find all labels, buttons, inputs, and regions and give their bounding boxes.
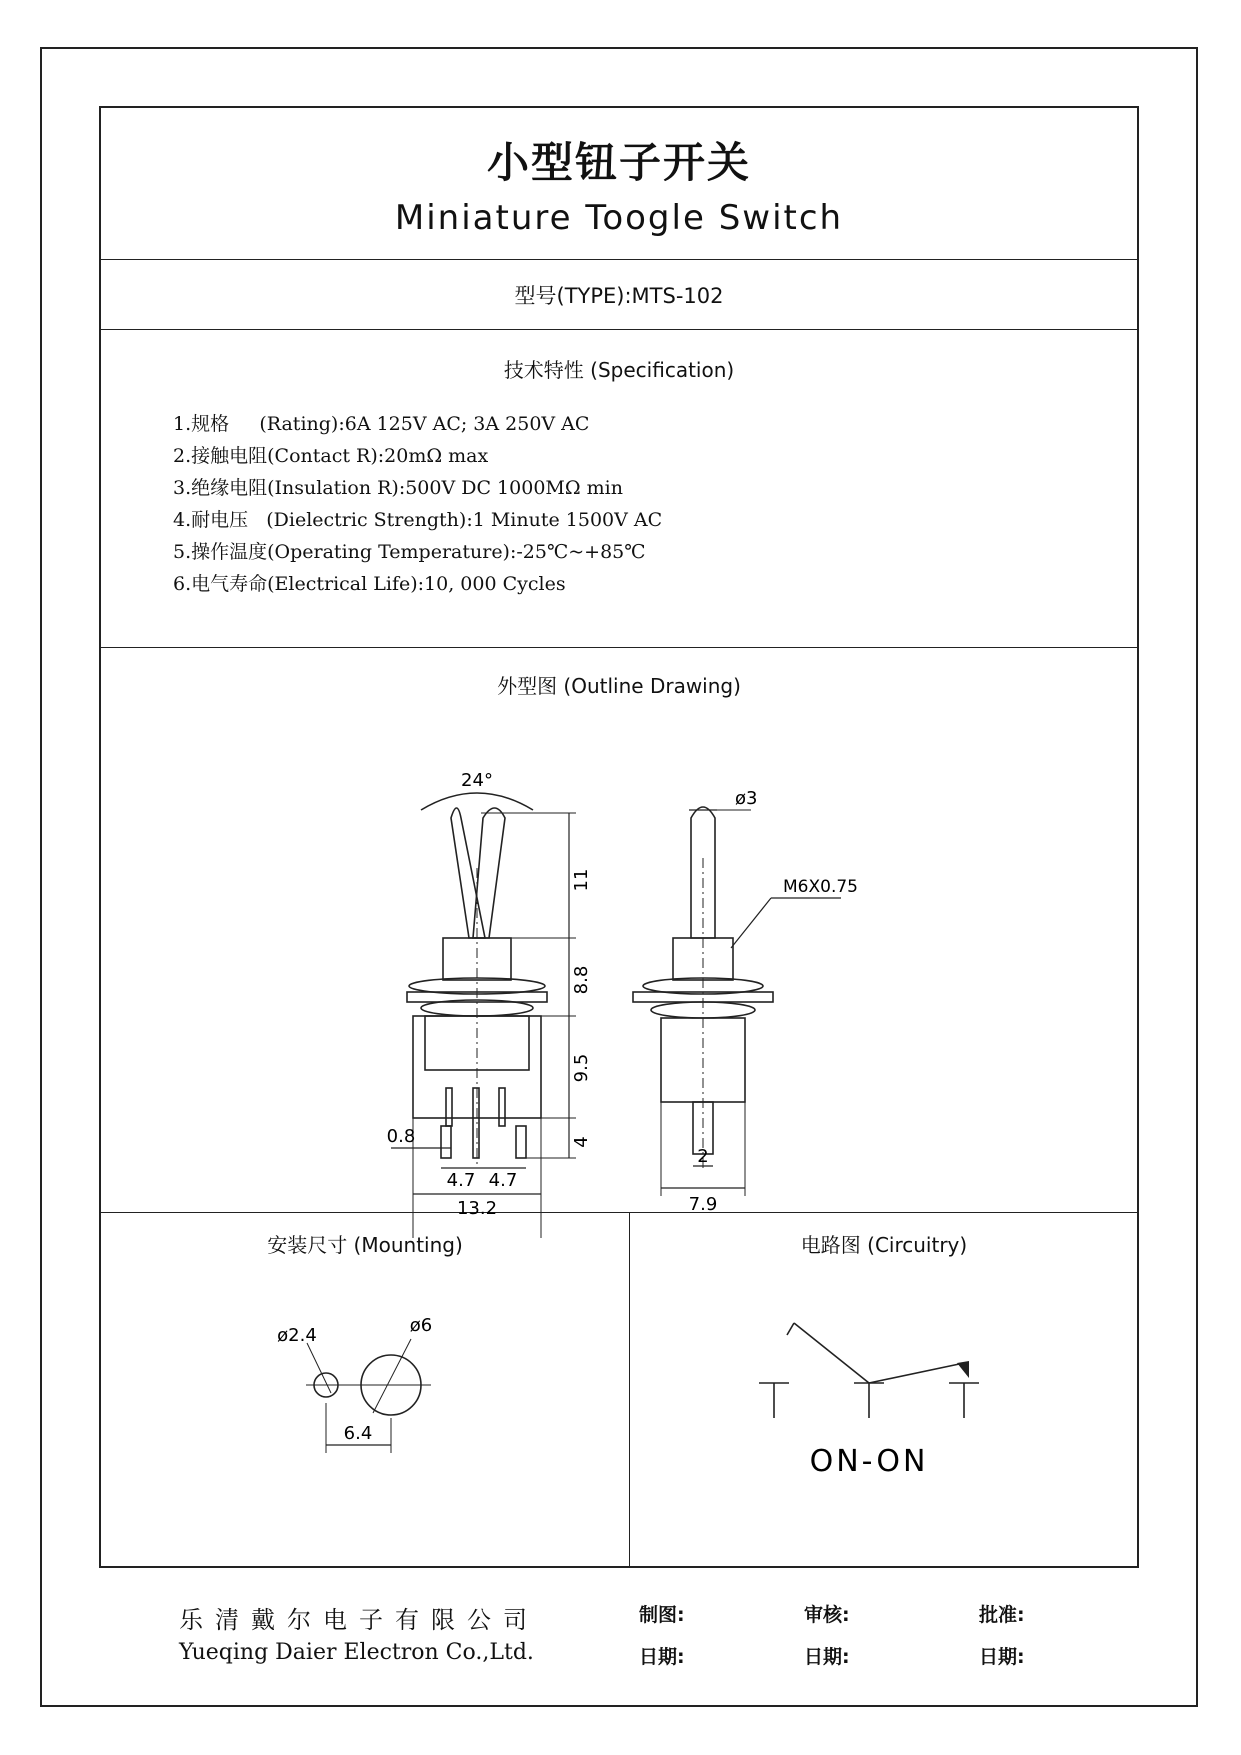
date-label-3: 日期: (979, 1646, 1025, 1668)
mounting-block (101, 1213, 630, 1568)
dim-body: 9.5 (571, 1053, 592, 1083)
dim-width: 13.2 (456, 1198, 498, 1219)
mounting-drawing (101, 1213, 621, 1553)
spacing-label: 6.4 (343, 1423, 373, 1444)
specification-block (101, 330, 1137, 648)
dim-terminal: 4 (571, 1136, 592, 1148)
big-hole-label: ø6 (409, 1315, 433, 1336)
terminal (499, 1088, 505, 1126)
dim-depth: 7.9 (688, 1194, 718, 1215)
specification-heading: 技术特性 (Specification) (503, 358, 735, 382)
small-hole-label: ø2.4 (277, 1325, 317, 1346)
spec-item: 3.绝缘电阻(Insulation R):500V DC 1000MΩ min (173, 477, 623, 499)
title-chinese: 小型钮子开关 (486, 138, 751, 187)
spec-item: 1.规格 (Rating):6A 125V AC; 3A 250V AC (173, 413, 590, 435)
dim-angle: 24° (461, 770, 493, 791)
dim-pin-width: 0.8 (386, 1126, 416, 1147)
terminal (473, 1088, 479, 1158)
spec-item: 2.接触电阻(Contact R):20mΩ max (173, 445, 489, 467)
dim-diameter: ø3 (735, 788, 758, 809)
outline-block (101, 648, 1137, 1219)
circuit-label: ON-ON (809, 1444, 929, 1479)
switch-arm-right (869, 1363, 964, 1383)
pin (516, 1126, 526, 1158)
spec-item: 6.电气寿命(Electrical Life):10, 000 Cycles (173, 573, 566, 595)
switch-arm-left (794, 1323, 869, 1383)
title-block (101, 108, 1137, 260)
dim-thread: M6X0.75 (783, 877, 858, 897)
type-label: 型号(TYPE):MTS-102 (514, 284, 724, 308)
contact-arrow (957, 1361, 969, 1378)
date-label-1: 日期: (639, 1646, 685, 1668)
circuitry-block (629, 1213, 1139, 1568)
company-name-chinese: 乐清戴尔电子有限公司 (179, 1606, 539, 1634)
review-label: 审核: (804, 1604, 850, 1626)
circuitry-drawing (629, 1213, 1139, 1553)
pin (441, 1126, 451, 1158)
specification-list (173, 408, 662, 600)
dim-pitch-1: 4.7 (446, 1170, 476, 1191)
outline-heading: 外型图 (Outline Drawing) (497, 674, 741, 698)
dim-bushing: 8.8 (571, 965, 592, 995)
leader-line (373, 1339, 411, 1413)
dim-pitch-2: 4.7 (488, 1170, 518, 1191)
type-block (101, 260, 1137, 330)
arm-tip (787, 1323, 794, 1335)
dim-lever-length: 11 (571, 868, 592, 892)
drawn-label: 制图: (639, 1604, 685, 1626)
lever-right (473, 808, 505, 938)
approve-label: 批准: (979, 1604, 1025, 1626)
drawing-sheet (99, 106, 1139, 1568)
dim-pin-side: 2 (697, 1146, 709, 1167)
spec-item: 5.操作温度(Operating Temperature):-25℃~+85℃ (173, 541, 646, 563)
spec-item: 4.耐电压 (Dielectric Strength):1 Minute 1500V AC (173, 509, 663, 531)
date-label-2: 日期: (804, 1646, 850, 1668)
company-name-english: Yueqing Daier Electron Co.,Ltd. (179, 1640, 534, 1665)
leader-line (731, 898, 771, 948)
circuitry-heading: 电路图 (Circuitry) (800, 1233, 968, 1257)
title-english: Miniature Toogle Switch (394, 198, 844, 238)
terminal (446, 1088, 452, 1126)
angle-arc (421, 793, 533, 810)
footer (99, 1578, 1139, 1688)
outline-drawing (101, 648, 1137, 1219)
lever-left (451, 808, 485, 938)
mounting-heading: 安装尺寸 (Mounting) (267, 1233, 463, 1257)
